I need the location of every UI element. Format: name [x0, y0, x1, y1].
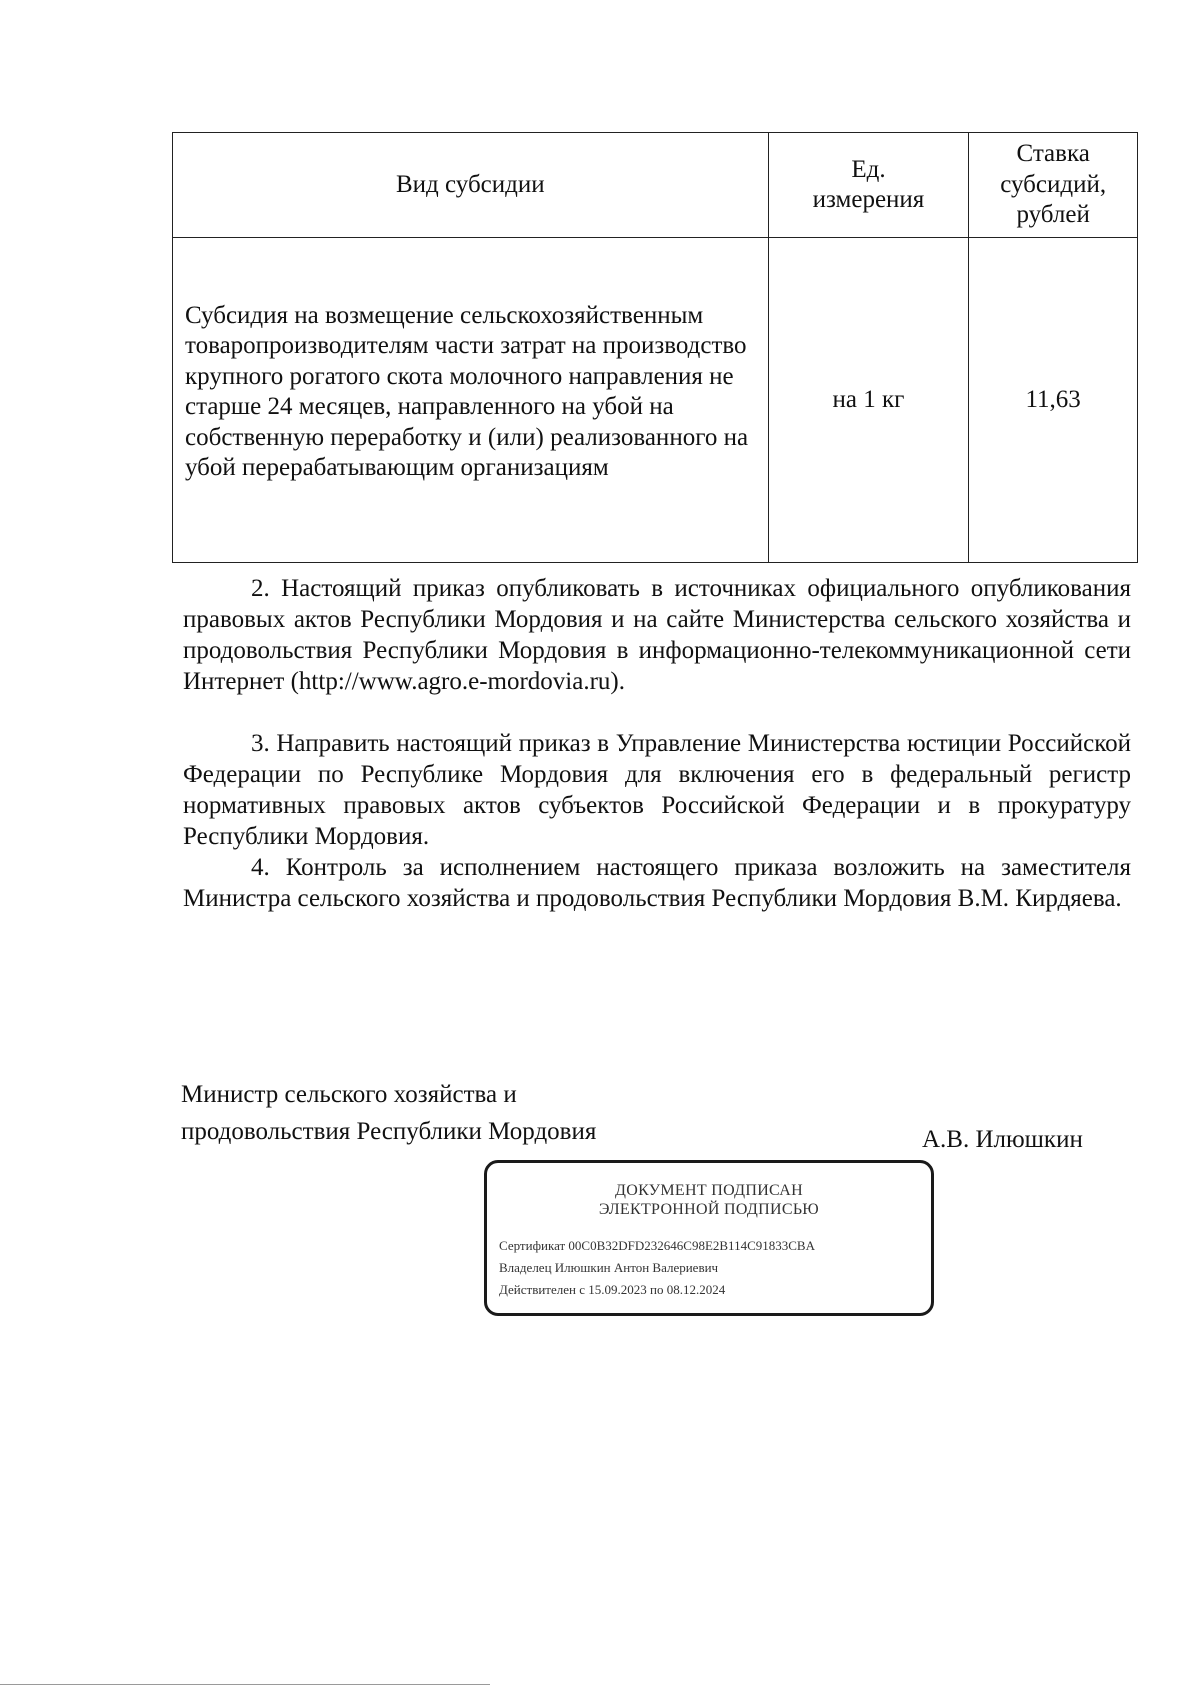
cell-subsidy-type: Субсидия на возмещение сельскохозяйственным товаропроизводителям части затрат на производство крупного рогатого скота молочного направления не старше 24 месяцев, направленного на убой на собственную переработку и (или) реализованного на убой перерабатывающим организациям — [173, 238, 769, 563]
bottom-divider — [0, 1684, 490, 1685]
table-header-row — [173, 133, 1138, 238]
paragraph-control-text: 4. Контроль за исполнением настоящего приказа возложить на заместителя Министра сельского хозяйства и продовольствия Республики Мордовия В.М. Кирдяева. — [183, 854, 1131, 912]
paragraph-publication — [183, 573, 1131, 697]
stamp-title-line-1: ДОКУМЕНТ ПОДПИСАН — [615, 1182, 803, 1199]
header-subsidy-type-label: Вид субсидии — [396, 170, 545, 198]
paragraph-registration-text: 3. Направить настоящий приказ в Управление Министерства юстиции Российской Федерации по Республике Мордовия для включения его в федеральный регистр нормативных правовых актов субъектов Российской Федерации и в прокуратуру Республики Мордовия. — [183, 730, 1131, 850]
table-row — [173, 238, 1138, 563]
stamp-title-line-2: ЭЛЕКТРОННОЙ ПОДПИСЬЮ — [598, 1201, 820, 1218]
signatory-name: А.В. Илюшкин — [922, 1126, 1083, 1153]
header-rate-line-1: Ставка — [1016, 140, 1090, 168]
stamp-title — [487, 1181, 931, 1219]
stamp-owner: Владелец Илюшкин Антон Валериевич — [499, 1260, 719, 1275]
paragraph-control — [183, 852, 1131, 914]
stamp-certificate: Сертификат 00C0B32DFD232646C98E2B114C91833CBA — [499, 1238, 815, 1253]
stamp-validity: Действителен с 15.09.2023 по 08.12.2024 — [499, 1282, 726, 1297]
paragraph-publication-text: 2. Настоящий приказ опубликовать в источниках официального опубликования правовых актов Республики Мордовия и на сайте Министерства сельского хозяйства и продовольствия Республики Мордовия в информационно-телекоммуникационной сети Интернет (http://www.agro.e-mordovia.ru). — [183, 575, 1131, 695]
stamp-details — [499, 1235, 931, 1301]
header-unit-line-1: Ед. — [851, 155, 886, 183]
header-rate-line-2: субсидий, — [1000, 170, 1107, 198]
electronic-signature-stamp — [484, 1160, 934, 1316]
signatory-title-line-2: продовольствия Республики Мордовия — [181, 1118, 597, 1145]
header-unit — [768, 133, 969, 238]
cell-rate: 11,63 — [969, 238, 1138, 563]
signatory-title — [181, 1076, 596, 1150]
header-rate — [969, 133, 1138, 238]
header-subsidy-type — [173, 133, 769, 238]
paragraph-registration — [183, 728, 1131, 852]
subsidy-table — [172, 132, 1138, 563]
header-unit-line-2: измерения — [812, 186, 925, 213]
cell-unit: на 1 кг — [768, 238, 969, 563]
signatory-title-line-1: Министр сельского хозяйства и — [181, 1081, 517, 1108]
header-rate-line-3: рублей — [1016, 201, 1090, 229]
